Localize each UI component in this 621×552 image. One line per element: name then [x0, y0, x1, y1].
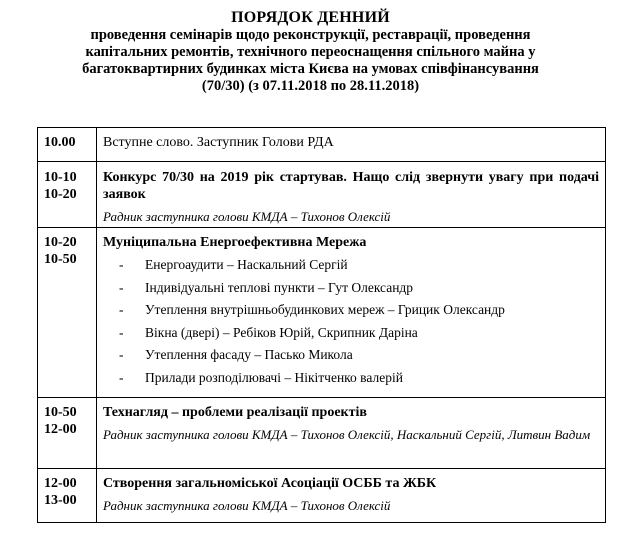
- document-header: [0, 8, 621, 95]
- speaker-line: Радник заступника голови КМДА – Тихонов Олексій: [103, 209, 391, 224]
- dash-marker: -: [119, 279, 124, 295]
- topic-text: Вікна (двері) – Ребіков Юрій, Скрипник Даріна: [145, 324, 418, 340]
- content-cell: [97, 162, 606, 228]
- session-title: Вступне слово. Заступник Голови РДА: [103, 135, 334, 150]
- content-cell: [97, 228, 606, 398]
- content-cell: [97, 128, 606, 162]
- topic-text: Утеплення фасаду – Пасько Микола: [145, 347, 353, 362]
- list-item: [103, 280, 599, 296]
- document-subtitle-line: багатоквартирних будинках міста Києва на умовах співфінансування: [82, 61, 539, 77]
- time-start: 12-00: [44, 476, 77, 491]
- list-item: [103, 370, 599, 386]
- dash-marker: -: [119, 347, 124, 362]
- time-cell: [38, 128, 97, 162]
- agenda-row: [38, 128, 606, 162]
- topic-text: Індивідуальні теплові пункти – Гут Олександр: [145, 279, 414, 295]
- time-start: 10-10: [44, 170, 77, 185]
- dash-marker: -: [119, 257, 124, 272]
- session-title: Технагляд – проблеми реалізації проектів: [103, 405, 367, 420]
- time-end: 12-00: [44, 422, 77, 437]
- agenda-table: [37, 127, 606, 523]
- agenda-row: [38, 469, 606, 523]
- session-title: Муніципальна Енергоефективна Мережа: [103, 235, 367, 250]
- time-start: 10.00: [44, 135, 76, 150]
- agenda-row: [38, 398, 606, 469]
- dash-marker: -: [119, 302, 124, 317]
- document-subtitle-line: (70/30) (з 07.11.2018 по 28.11.2018): [201, 78, 420, 94]
- time-end: 13-00: [44, 493, 77, 508]
- content-cell: [97, 398, 606, 469]
- content-cell: [97, 469, 606, 523]
- time-end: 10-50: [44, 252, 77, 267]
- list-item: [103, 302, 599, 318]
- time-end: 10-20: [44, 187, 77, 202]
- dash-marker: -: [119, 369, 124, 385]
- speaker-line: Радник заступника голови КМДА – Тихонов Олексій: [103, 498, 391, 513]
- time-start: 10-20: [44, 235, 77, 250]
- topic-text: Утеплення внутрішньобудинкових мереж – Грицик Олександр: [145, 302, 505, 317]
- topic-list: [103, 257, 599, 386]
- session-title: Створення загальноміської Асоціації ОСББ та ЖБК: [103, 476, 437, 491]
- time-start: 10-50: [44, 405, 77, 420]
- list-item: [103, 325, 599, 341]
- topic-text: Прилади розподілювачі – Нікітченко валерій: [145, 369, 403, 385]
- dash-marker: -: [119, 324, 124, 340]
- topic-text: Енергоаудити – Наскальний Сергій: [145, 257, 348, 272]
- time-cell: [38, 398, 97, 469]
- time-cell: [38, 228, 97, 398]
- session-title: Конкурс 70/30 на 2019 рік стартував. Нащо слід звернути увагу при подачі заявок: [103, 170, 599, 202]
- list-item: [103, 257, 599, 273]
- document-subtitle-line: проведення семінарів щодо реконструкції, реставрації, проведення: [90, 27, 531, 43]
- speaker-line: Радник заступника голови КМДА – Тихонов Олексій, Наскальний Сергій, Литвин Вадим: [103, 427, 591, 442]
- agenda-row: [38, 162, 606, 228]
- time-cell: [38, 162, 97, 228]
- document-subtitle-line: капітальних ремонтів, технічного переоснащення спільного майна у: [85, 44, 536, 60]
- time-cell: [38, 469, 97, 523]
- document-title: ПОРЯДОК ДЕННИЙ: [231, 9, 390, 26]
- list-item: [103, 347, 599, 363]
- agenda-row: [38, 228, 606, 398]
